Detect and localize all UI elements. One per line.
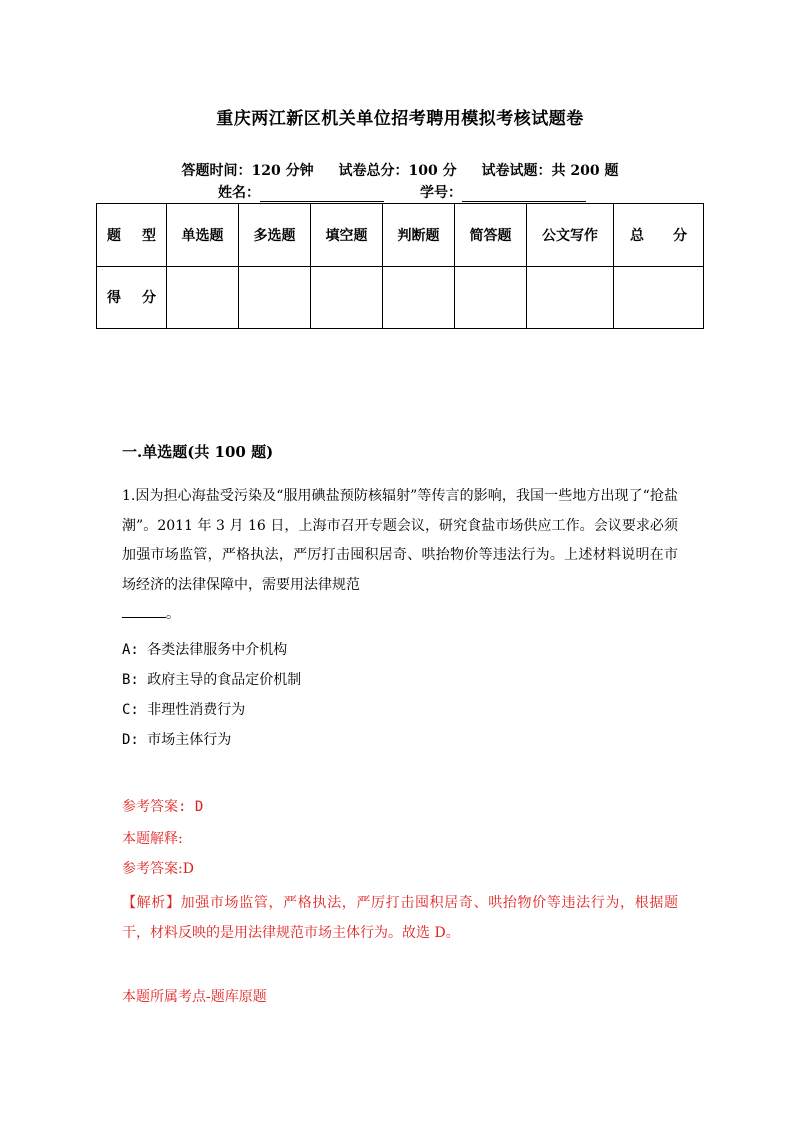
explanation-label: 本题解释: bbox=[122, 831, 183, 847]
student-info bbox=[218, 182, 622, 202]
col-multi-choice: 多选题 bbox=[239, 204, 311, 267]
exam-total-score: 试卷总分：100 分 bbox=[338, 163, 457, 179]
score-table-header-row bbox=[97, 204, 704, 267]
exam-time: 答题时间：120 分钟 bbox=[181, 163, 314, 179]
options-list bbox=[122, 635, 301, 755]
id-label: 学号： bbox=[420, 185, 462, 201]
score-cell[interactable] bbox=[455, 266, 527, 329]
col-true-false: 判断题 bbox=[383, 204, 455, 267]
score-cell[interactable] bbox=[383, 266, 455, 329]
option-d[interactable]: D: 市场主体行为 bbox=[122, 732, 232, 748]
col-short-answer: 简答题 bbox=[455, 204, 527, 267]
score-cell[interactable] bbox=[239, 266, 311, 329]
name-label: 姓名： bbox=[218, 185, 260, 201]
score-cell[interactable] bbox=[527, 266, 614, 329]
source-note: 本题所属考点-题库原题 bbox=[122, 989, 267, 1005]
col-total: 总 分 bbox=[614, 204, 704, 267]
exam-title: 重庆两江新区机关单位招考聘用模拟考核试题卷 bbox=[216, 109, 584, 129]
question-text bbox=[122, 482, 678, 630]
name-blank[interactable] bbox=[260, 187, 384, 202]
type-header: 题 型 bbox=[97, 204, 167, 267]
analysis-text: 【解析】加强市场监管，严格执法，严厉打击囤积居奇、哄抬物价等违法行为，根据题干，材料反映的是用法律规范市场主体行为。故选 D。 bbox=[122, 895, 678, 941]
id-blank[interactable] bbox=[462, 187, 586, 202]
reference-answer-repeat: 参考答案:D bbox=[122, 861, 194, 877]
question-stem-end: 。 bbox=[166, 606, 180, 622]
reference-answer: 参考答案: D bbox=[122, 799, 204, 815]
option-c[interactable]: C: 非理性消费行为 bbox=[122, 702, 246, 718]
option-a[interactable]: A: 各类法律服务中介机构 bbox=[122, 642, 288, 658]
score-cell[interactable] bbox=[311, 266, 383, 329]
answer-blank bbox=[122, 601, 166, 618]
score-cell[interactable] bbox=[614, 266, 704, 329]
option-b[interactable]: B: 政府主导的食品定价机制 bbox=[122, 672, 302, 688]
exam-question-count: 试卷试题：共 200 题 bbox=[481, 163, 619, 179]
col-single-choice: 单选题 bbox=[167, 204, 239, 267]
score-label: 得 分 bbox=[97, 266, 167, 329]
score-table-score-row bbox=[97, 266, 704, 329]
col-official-writing: 公文写作 bbox=[527, 204, 614, 267]
score-cell[interactable] bbox=[167, 266, 239, 329]
score-table bbox=[96, 203, 704, 329]
section-title: 一.单选题(共 100 题) bbox=[122, 443, 274, 461]
question-stem: 1.因为担心海盐受污染及“服用碘盐预防核辐射”等传言的影响，我国一些地方出现了“抢盐潮”。2011 年 3 月 16 日，上海市召开专题会议，研究食盐市场供应工作。会议要求必须加强市场监管，严格执法，严厉打击囤积居奇、哄抬物价等违法行为。上述材料说明在市场经济的法律保障中，需要用法律规范 bbox=[122, 488, 678, 593]
col-fill-blank: 填空题 bbox=[311, 204, 383, 267]
exam-meta bbox=[0, 160, 800, 180]
